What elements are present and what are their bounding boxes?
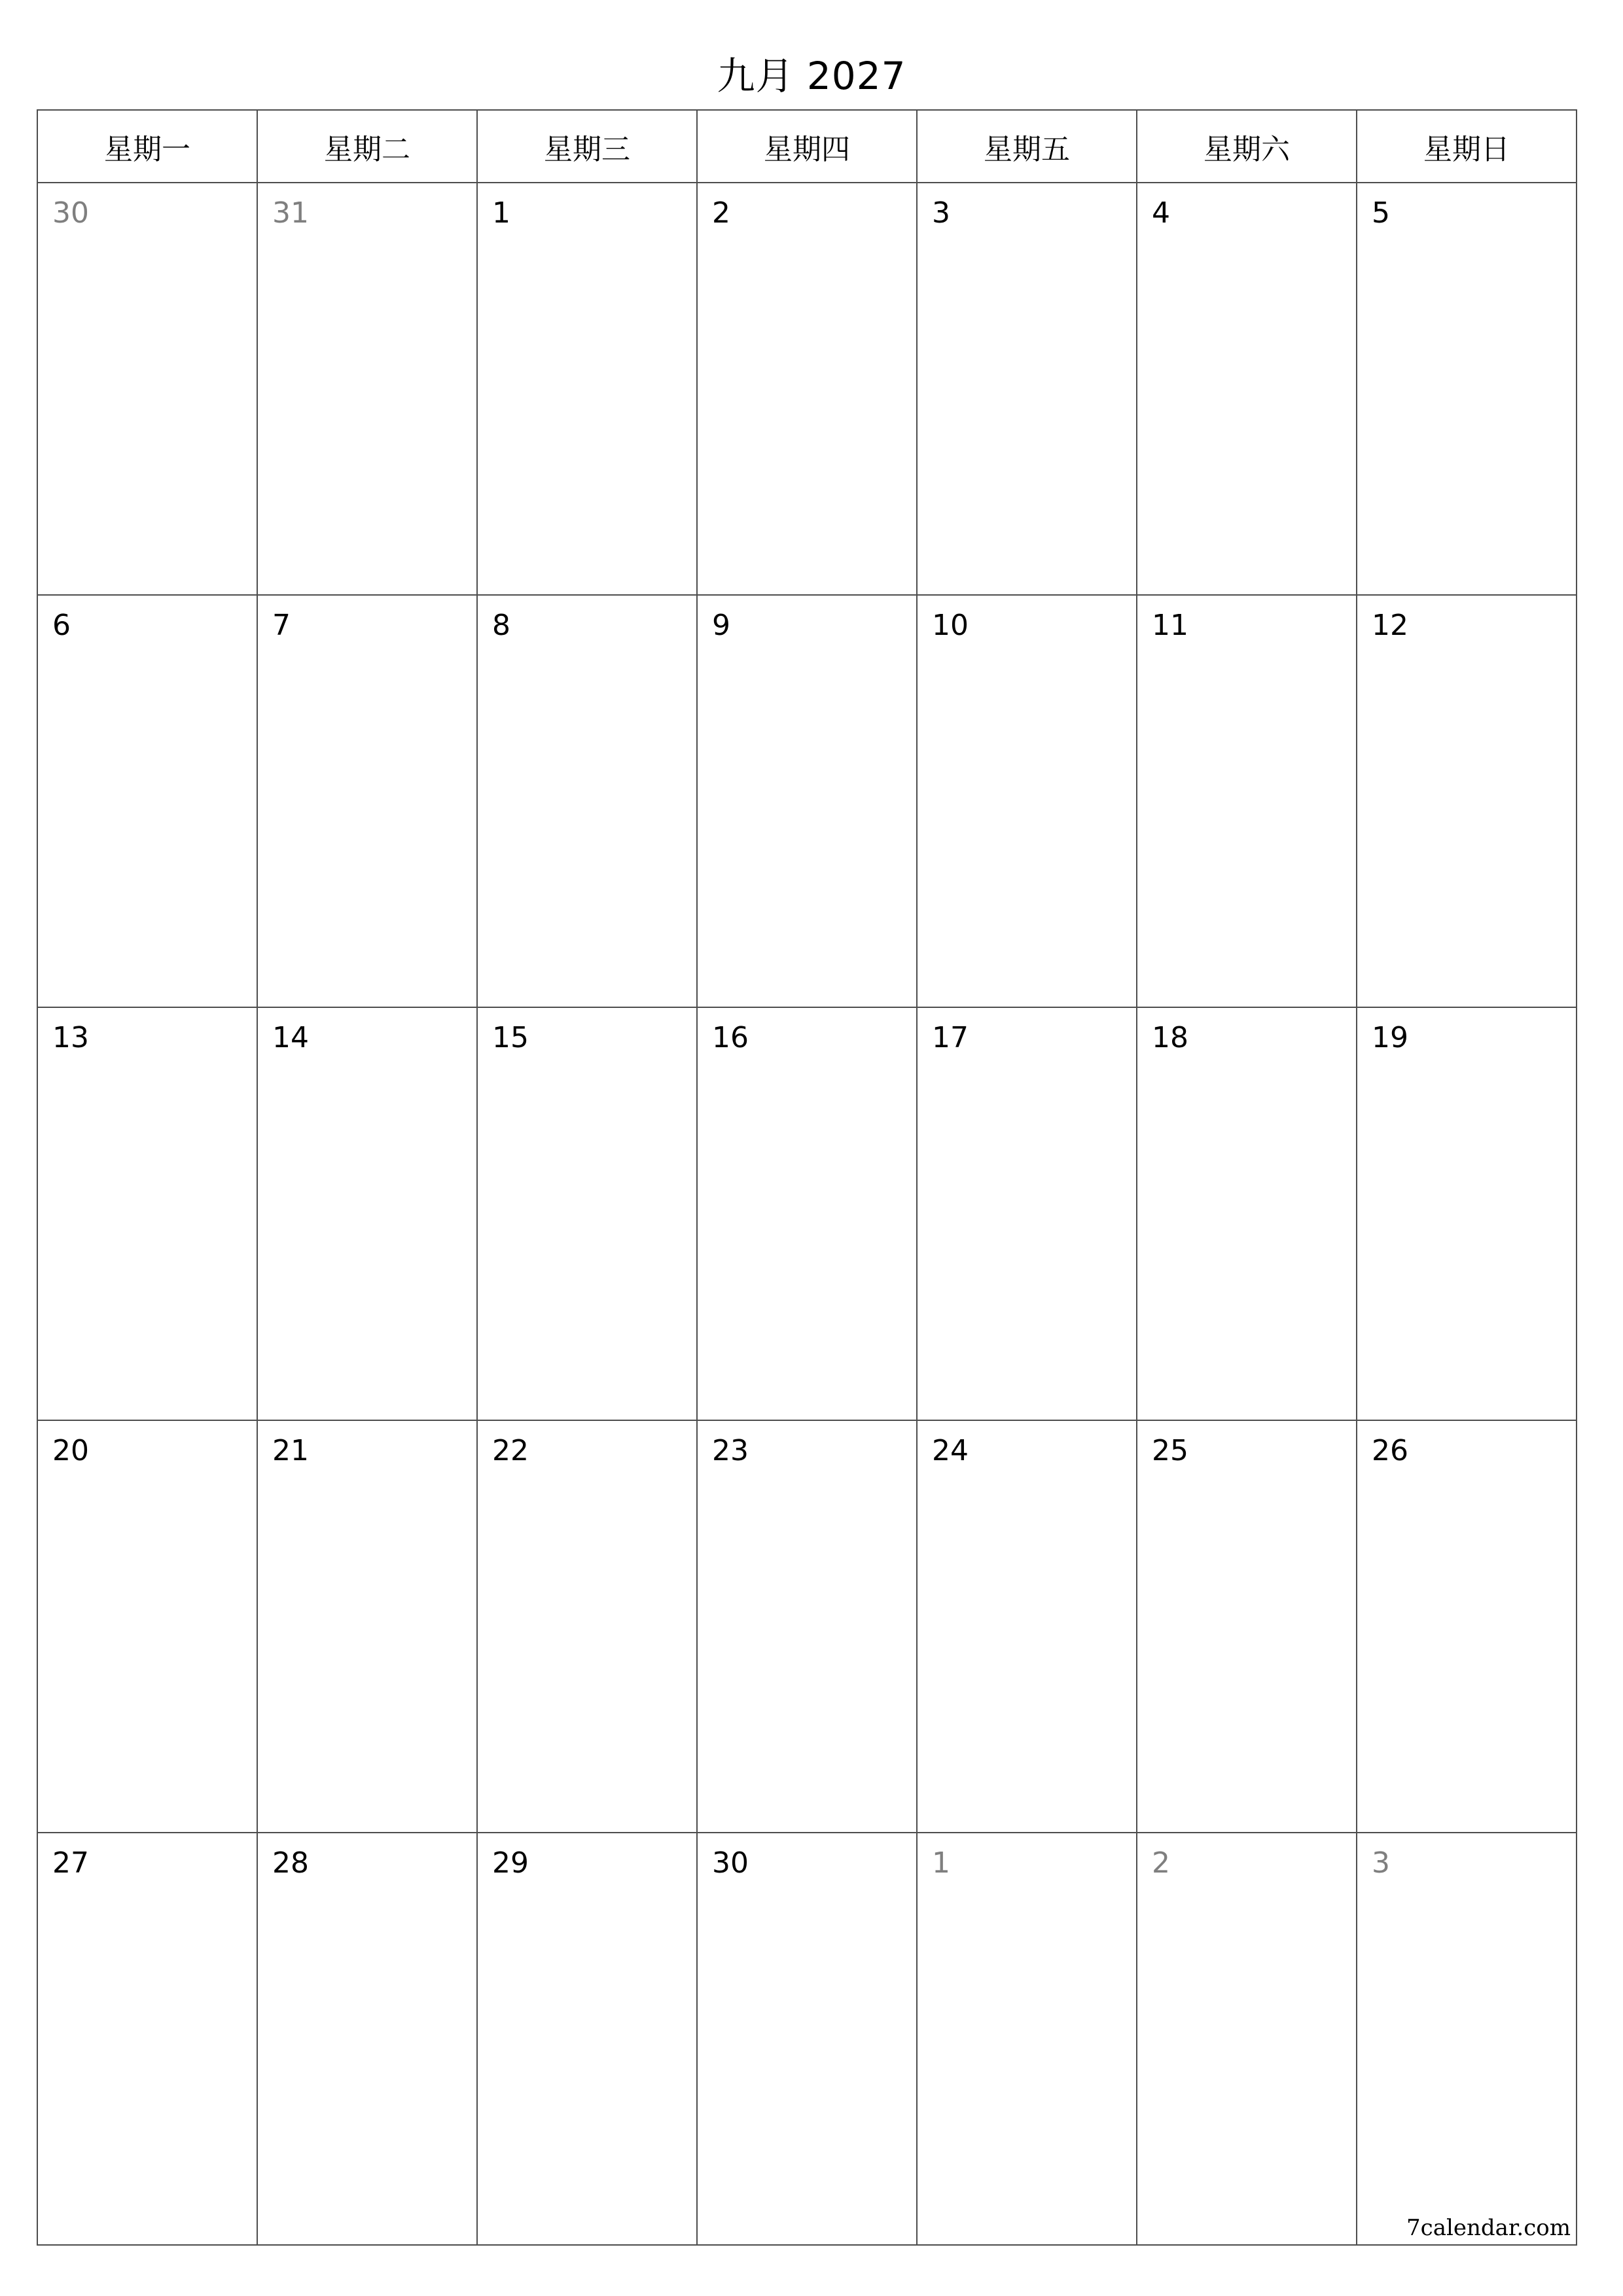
- day-number: 2: [712, 196, 730, 230]
- weeks-container: [38, 183, 1576, 2244]
- day-cell-other-month: [38, 183, 258, 594]
- day-number: 10: [932, 609, 969, 643]
- weekday-header-wednesday: 星期三: [478, 111, 698, 182]
- day-number: 11: [1152, 609, 1188, 643]
- week-row: [38, 1008, 1576, 1420]
- day-number: 22: [492, 1433, 529, 1467]
- day-number: 19: [1372, 1021, 1408, 1055]
- day-cell-other-month: [1137, 1833, 1357, 2244]
- day-cell: [478, 596, 698, 1007]
- day-number: 14: [272, 1021, 309, 1055]
- weekday-header-sunday: 星期日: [1423, 132, 1510, 166]
- week-row: [38, 596, 1576, 1008]
- day-cell-other-month: [1357, 1833, 1576, 2244]
- day-number: 3: [932, 196, 950, 230]
- day-number: 16: [712, 1021, 749, 1055]
- calendar-grid: [37, 109, 1577, 2246]
- page-title: 九月 2027: [717, 54, 906, 98]
- day-cell: [258, 1833, 478, 2244]
- day-number: 4: [1152, 196, 1170, 230]
- day-cell: [258, 596, 478, 1007]
- day-cell: [698, 1833, 918, 2244]
- day-cell: [918, 1008, 1137, 1419]
- day-cell: [918, 596, 1137, 1007]
- day-cell: [918, 183, 1137, 594]
- day-number: 24: [932, 1433, 969, 1467]
- day-number: 5: [1372, 196, 1390, 230]
- day-number: 20: [52, 1433, 89, 1467]
- day-cell: [1137, 1008, 1357, 1419]
- day-cell: [258, 1421, 478, 1832]
- day-cell: [698, 1008, 918, 1419]
- day-cell-other-month: [918, 1833, 1137, 2244]
- day-number: 17: [932, 1021, 969, 1055]
- day-cell: [1357, 1008, 1576, 1419]
- week-row: [38, 1421, 1576, 1833]
- day-cell: [1137, 183, 1357, 594]
- weekday-header-friday: 星期五: [918, 111, 1137, 182]
- day-number: 28: [272, 1846, 309, 1880]
- day-cell: [1357, 596, 1576, 1007]
- day-cell: [918, 1421, 1137, 1832]
- weekday-header-saturday: 星期六: [1137, 111, 1357, 182]
- day-cell: [258, 1008, 478, 1419]
- day-cell: [1357, 1421, 1576, 1832]
- day-number: 27: [52, 1846, 89, 1880]
- day-number: 30: [712, 1846, 749, 1880]
- footer-credit: 7calendar.com: [1406, 2215, 1571, 2241]
- day-number: 8: [492, 609, 510, 643]
- day-number: 26: [1372, 1433, 1408, 1467]
- day-number: 18: [1152, 1021, 1188, 1055]
- weekday-header-monday: 星期一: [38, 111, 258, 182]
- day-cell: [698, 183, 918, 594]
- day-number: 12: [1372, 609, 1408, 643]
- day-cell: [1357, 183, 1576, 594]
- week-row: [38, 1833, 1576, 2244]
- day-number: 3: [1372, 1846, 1390, 1880]
- day-number: 15: [492, 1021, 529, 1055]
- day-cell: [478, 1421, 698, 1832]
- day-number: 23: [712, 1433, 749, 1467]
- weekday-header-tuesday: 星期二: [258, 111, 478, 182]
- day-cell: [478, 183, 698, 594]
- day-number: 1: [492, 196, 510, 230]
- day-cell: [38, 596, 258, 1007]
- weekday-header-row: [38, 111, 1576, 183]
- day-cell: [698, 596, 918, 1007]
- day-number: 1: [932, 1846, 950, 1880]
- day-number: 9: [712, 609, 730, 643]
- day-number: 31: [272, 196, 309, 230]
- day-number: 30: [52, 196, 89, 230]
- day-cell: [1137, 596, 1357, 1007]
- day-cell: [478, 1008, 698, 1419]
- day-number: 21: [272, 1433, 309, 1467]
- day-cell: [478, 1833, 698, 2244]
- day-cell: [38, 1008, 258, 1419]
- day-number: 6: [52, 609, 71, 643]
- day-number: 29: [492, 1846, 529, 1880]
- day-cell-other-month: [258, 183, 478, 594]
- day-cell: [38, 1833, 258, 2244]
- day-cell: [38, 1421, 258, 1832]
- day-number: 7: [272, 609, 291, 643]
- day-number: 2: [1152, 1846, 1170, 1880]
- day-number: 25: [1152, 1433, 1188, 1467]
- weekday-header-thursday: 星期四: [698, 111, 918, 182]
- day-number: 13: [52, 1021, 89, 1055]
- day-cell: [1137, 1421, 1357, 1832]
- week-row: [38, 183, 1576, 596]
- day-cell: [698, 1421, 918, 1832]
